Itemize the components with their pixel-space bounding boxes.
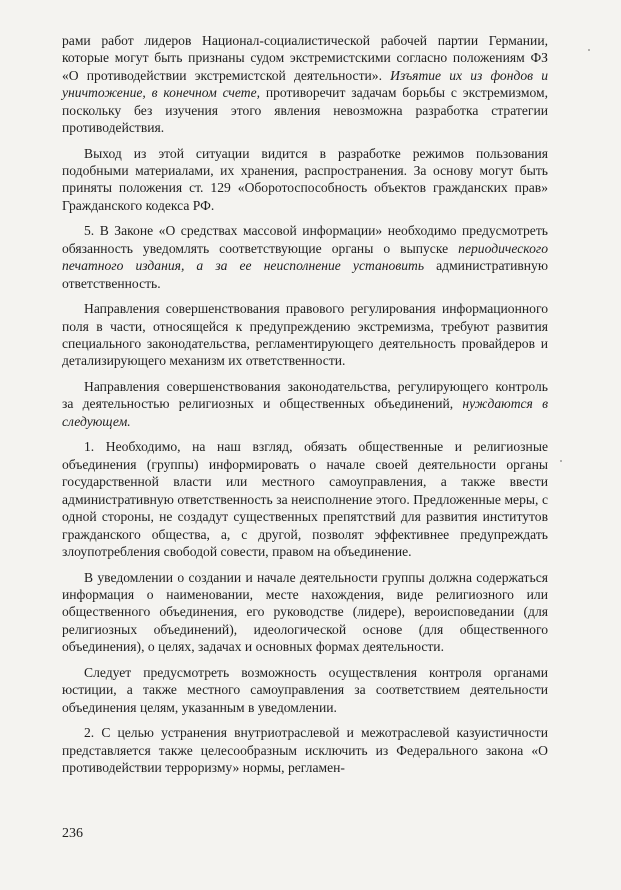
text-run: административную ответственность. — [62, 258, 548, 291]
body-text — [62, 32, 548, 776]
text-run: 5. В Законе «О средствах массовой информации» необходимо предусмотреть обязанность уведомлять соответствующие органы о выпуске — [62, 223, 548, 256]
text-run: 1. Необходимо, на наш взгляд, обязать общественные и религиозные объединения (группы) информировать о начале своей деятельности органы государственной власти или местного самоуправления, а также ввести административную ответственность за неисполнение этого. Предложенные меры, с одной стороны, не создадут существенных препятствий для развития институтов гражданского общества, а, с другой, позволят эффективнее предупреждать злоупотребления свободой совести, правом на объединение. — [62, 439, 548, 559]
paragraph — [62, 378, 548, 430]
italic-run: периодического печатного издания, а за ее неисполнение установить — [62, 240, 548, 274]
text-run: Направления совершенствования законодательства, регулирующего контроль за деятельностью религиозных и общественных объединений, — [62, 379, 548, 412]
paragraph — [62, 664, 548, 716]
text-run: 2. С целью устранения внутриотраслевой и межотраслевой казуистичности представляется также целесообразным исключить из Федерального закона «О противодействии терроризму» нормы, регламен- — [62, 725, 548, 775]
paragraph — [62, 724, 548, 776]
text-run: В уведомлении о создании и начале деятельности группы должна содержаться информация о наименовании, месте нахождения, виде религиозного или общественного объединения, его руководстве (лидере), вероисповедании (для религиозных объединений), идеологической основе (для общественного объединения), о целях, задачах и основных формах деятельности. — [62, 569, 548, 655]
text-run: Выход из этой ситуации видится в разработке режимов пользования подобными материалами, их хранения, распространения. За основу могут быть приняты положения ст. 129 «Оборотоспособность объектов гражданских прав» Гражданского кодекса РФ. — [62, 145, 548, 213]
paragraph — [62, 32, 548, 136]
paragraph — [62, 300, 548, 370]
text-run: Направления совершенствования правового регулирования информационного поля в части, относящейся к предупреждению экстремизма, требуют развития специального законодательства, регламентирующего деятельность провайдеров и детализирующего механизм их ответственности. — [62, 301, 548, 369]
paragraph — [62, 145, 548, 215]
paragraph — [62, 222, 548, 292]
italic-run: Изъятие их из фондов и уничтожение, в конечном счете, — [62, 67, 548, 101]
text-run: Следует предусмотреть возможность осуществления контроля органами юстиции, а также местного самоуправления за соответствием деятельности объединения целям, указанным в уведомлении. — [62, 664, 548, 715]
text-run: рами работ лидеров Национал-социалистической рабочей партии Германии, которые могут быть признаны судом экстремистскими согласно положениям ФЗ «О противодействии экстремистской деятельности». — [62, 33, 548, 83]
scan-speck — [588, 49, 590, 51]
text-run: противоречит задачам борьбы с экстремизмом, поскольку без изучения этого явления невозможна разработка стратегии противодействия. — [62, 85, 548, 136]
scan-speck — [560, 460, 562, 462]
paragraph — [62, 569, 548, 656]
page-number: 236 — [62, 826, 83, 841]
paragraph — [62, 438, 548, 560]
italic-run: нуждаются в следующем. — [62, 396, 548, 429]
